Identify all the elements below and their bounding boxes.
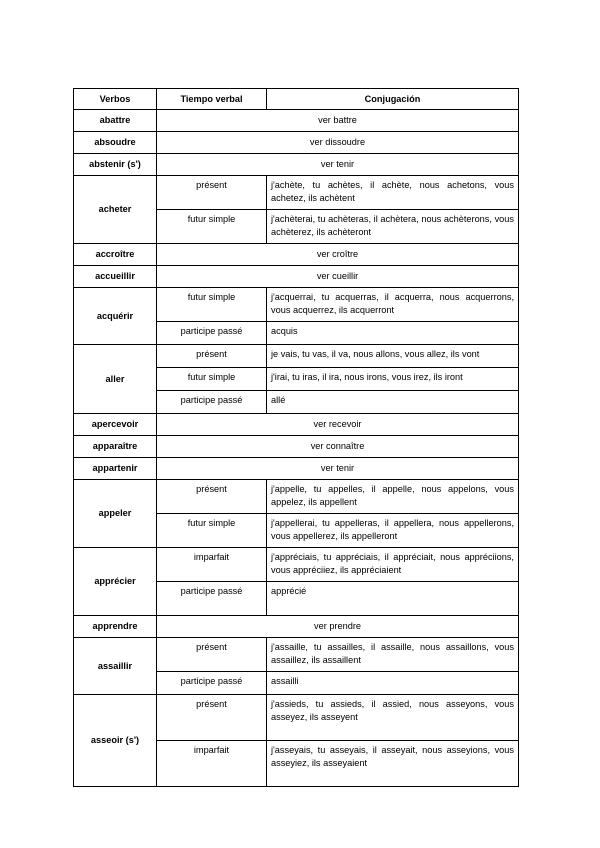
reference-cell: ver croître [157,244,519,266]
tense-cell: imparfait [157,741,267,787]
table-row [74,345,519,368]
reference-cell: ver prendre [157,616,519,638]
table-row [74,480,519,514]
verb-cell: appeler [74,480,157,548]
verb-cell: absoudre [74,132,157,154]
verb-cell: appartenir [74,458,157,480]
table-row [74,638,519,672]
reference-cell: ver dissoudre [157,132,519,154]
conjugation-cell: allé [267,391,519,414]
header-conjugacion: Conjugación [267,89,519,110]
verb-cell: acheter [74,176,157,244]
tense-cell: participe passé [157,582,267,616]
conjugation-cell: j'assaille, tu assailles, il assaille, nous assaillons, vous assaillez, ils assaillent [267,638,519,672]
table-row [74,176,519,210]
tense-cell: futur simple [157,514,267,548]
table-row [74,110,519,132]
conjugation-cell: j'appelle, tu appelles, il appelle, nous appelons, vous appelez, ils appellent [267,480,519,514]
reference-cell: ver battre [157,110,519,132]
tense-cell: participe passé [157,672,267,695]
conjugation-cell: j'irai, tu iras, il ira, nous irons, vous irez, ils iront [267,368,519,391]
conjugation-cell: j'asseyais, tu asseyais, il asseyait, nous asseyions, vous asseyiez, ils asseyaient [267,741,519,787]
tense-cell: présent [157,345,267,368]
table-row [74,414,519,436]
tense-cell: participe passé [157,391,267,414]
conjugation-cell: acquis [267,322,519,345]
verb-cell: accueillir [74,266,157,288]
conjugation-table [73,88,519,787]
reference-cell: ver recevoir [157,414,519,436]
verb-cell: acquérir [74,288,157,345]
table-row [74,266,519,288]
table-row [74,288,519,322]
conjugation-cell: je vais, tu vas, il va, nous allons, vous allez, ils vont [267,345,519,368]
reference-cell: ver tenir [157,154,519,176]
verb-cell: apparaître [74,436,157,458]
header-verbos: Verbos [74,89,157,110]
verb-cell: asseoir (s') [74,695,157,787]
conjugation-cell: j'assieds, tu assieds, il assied, nous asseyons, vous asseyez, ils asseyent [267,695,519,741]
verb-cell: apprendre [74,616,157,638]
verb-cell: accroître [74,244,157,266]
conjugation-cell: j'appellerai, tu appelleras, il appellera, nous appellerons, vous appellerez, ils appelleront [267,514,519,548]
conjugation-cell: j'achète, tu achètes, il achète, nous achetons, vous achetez, ils achètent [267,176,519,210]
reference-cell: ver cueillir [157,266,519,288]
conjugation-cell: j'acquerrai, tu acquerras, il acquerra, nous acquerrons, vous acquerrez, ils acquerront [267,288,519,322]
verb-cell: apprécier [74,548,157,616]
verb-cell: apercevoir [74,414,157,436]
tense-cell: présent [157,638,267,672]
table-row [74,616,519,638]
conjugation-cell: assailli [267,672,519,695]
verb-cell: abstenir (s') [74,154,157,176]
tense-cell: présent [157,695,267,741]
tense-cell: imparfait [157,548,267,582]
tense-cell: futur simple [157,288,267,322]
conjugation-cell: j'achèterai, tu achèteras, il achètera, nous achèterons, vous achèterez, ils achèteront [267,210,519,244]
table-row [74,244,519,266]
table-row [74,458,519,480]
table-row [74,695,519,741]
reference-cell: ver tenir [157,458,519,480]
verb-cell: assaillir [74,638,157,695]
header-tiempo-verbal: Tiempo verbal [157,89,267,110]
tense-cell: présent [157,480,267,514]
tense-cell: futur simple [157,368,267,391]
conjugation-cell: j'appréciais, tu appréciais, il appréciait, nous appréciions, vous appréciiez, ils appréciaient [267,548,519,582]
reference-cell: ver connaître [157,436,519,458]
tense-cell: participe passé [157,322,267,345]
conjugation-cell: apprécié [267,582,519,616]
table-row [74,154,519,176]
table-row [74,548,519,582]
tense-cell: présent [157,176,267,210]
table-row [74,436,519,458]
tense-cell: futur simple [157,210,267,244]
table-row [74,132,519,154]
verb-cell: abattre [74,110,157,132]
verb-cell: aller [74,345,157,414]
